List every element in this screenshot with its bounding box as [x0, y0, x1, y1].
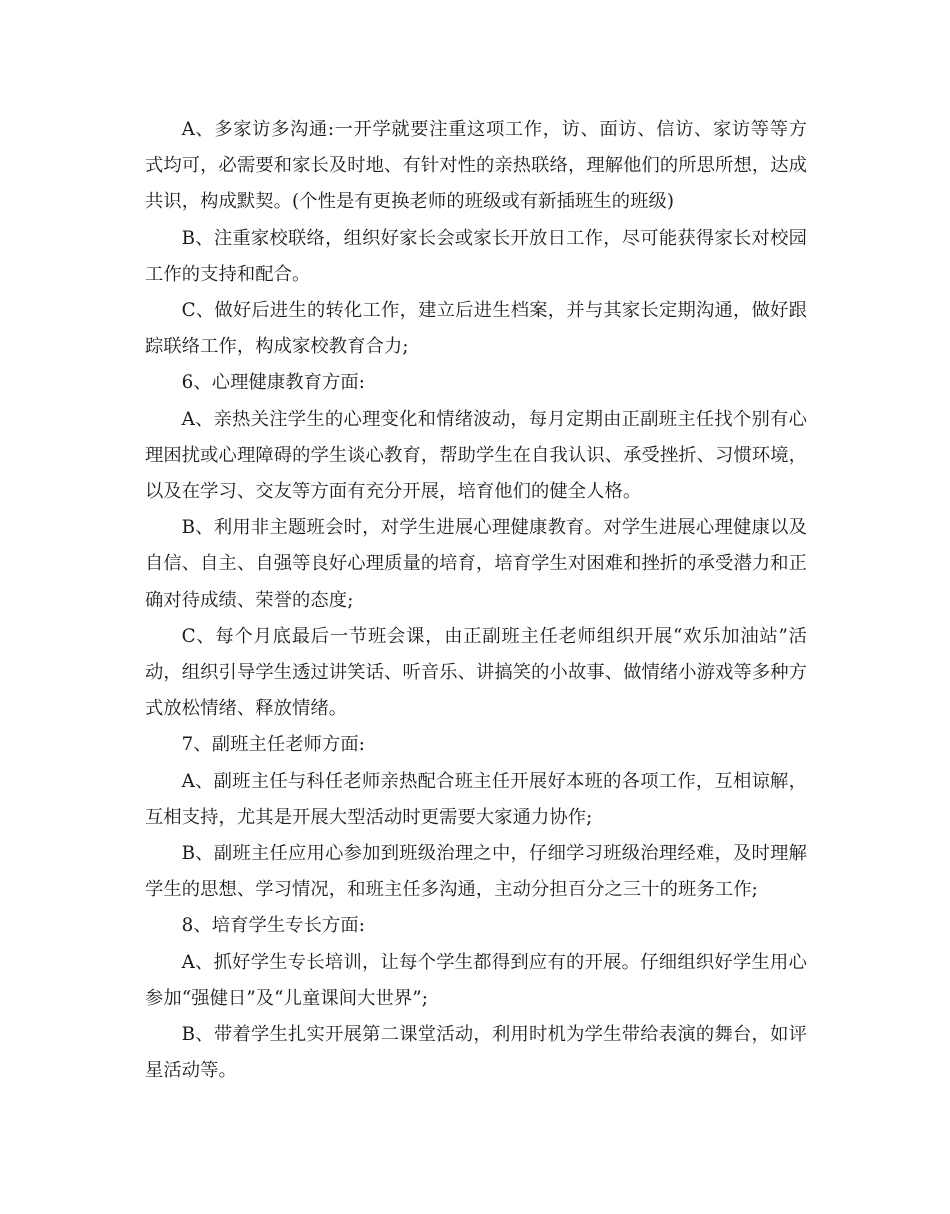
paragraph-home-school-contact: B、注重家校联络，组织好家长会或家长开放日工作，尽可能获得家长对校园工作的支持和配合。 — [145, 227, 807, 285]
section-heading-assistant-teacher: 7、副班主任老师方面: — [181, 734, 366, 756]
section-heading-student-talents: 8、培育学生专长方面: — [181, 915, 366, 937]
paragraph-assistant-cooperation: A、副班主任与科任老师亲热配合班主任开展好本班的各项工作，互相谅解，互相支持，尤其是开展大型活动时更需要大家通力协作; — [145, 770, 807, 828]
paragraph-underachiever-transformation: C、做好后进生的转化工作，建立后进生档案，并与其家长定期沟通，做好跟踪联络工作，构成家校教育合力; — [145, 300, 807, 358]
paragraph-assistant-management: B、副班主任应用心参加到班级治理之中，仔细学习班级治理经难，及时理解学生的思想、学习情况，和班主任多沟通，主动分担百分之三十的班务工作; — [145, 843, 807, 901]
paragraph-class-meeting-education: B、利用非主题班会时，对学生进展心理健康教育。对学生进展心理健康以及自信、自主、自强等良好心理质量的培育，培育学生对困难和挫折的承受潜力和正确对待成绩、荣誉的态度; — [145, 517, 807, 611]
paragraph-monthly-activity: C、每个月底最后一节班会课，由正副班主任老师组织开展“欢乐加油站”活动，组织引导学生透过讲笑话、听音乐、讲搞笑的小故事、做情绪小游戏等多种方式放松情绪、释放情绪。 — [145, 625, 807, 720]
paragraph-second-classroom: B、带着学生扎实开展第二课堂活动，利用时机为学生带给表演的舞台，如评星活动等。 — [145, 1024, 807, 1082]
section-heading-mental-health: 6、心理健康教育方面: — [181, 372, 366, 394]
document-body — [145, 112, 807, 1089]
paragraph-talent-training: A、抓好学生专长培训，让每个学生都得到应有的开展。仔细组织好学生用心参加“强健日”及“儿童课间大世界”; — [145, 951, 807, 1009]
paragraph-home-visits: A、多家访多沟通:一开学就要注重这项工作，访、面访、信访、家访等等方式均可，必需要和家长及时地、有针对性的亲热联络，理解他们的所思所想，达成共识，构成默契。(个性是有更换老师的班级或有新插班生的班级) — [145, 119, 807, 213]
paragraph-mental-care: A、亲热关注学生的心理变化和情绪波动，每月定期由正副班主任找个别有心理困扰或心理障碍的学生谈心教育，帮助学生在自我认识、承受挫折、习惯环境，以及在学习、交友等方面有充分开展，培育他们的健全人格。 — [145, 408, 807, 503]
